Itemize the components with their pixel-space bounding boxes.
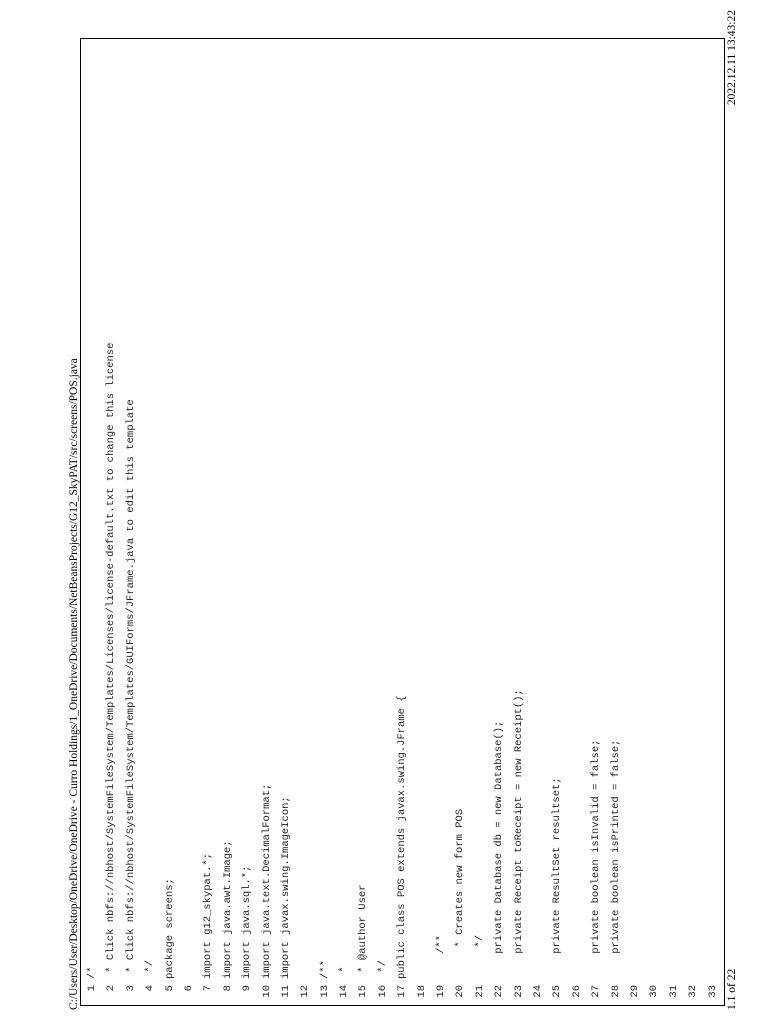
line-text: * <box>338 966 351 979</box>
code-line <box>83 343 102 1003</box>
code-line <box>451 343 470 1003</box>
line-text: private boolean isInvalid = false; <box>590 739 603 979</box>
line-number: 4 <box>144 985 157 992</box>
line-number: 8 <box>221 985 234 992</box>
code-line <box>490 343 509 1003</box>
line-text: * @author User <box>357 884 370 979</box>
line-number: 29 <box>628 985 641 998</box>
line-number: 33 <box>706 985 719 998</box>
code-listing <box>83 343 723 1003</box>
line-number: 10 <box>260 985 273 998</box>
line-text: */ <box>144 960 157 979</box>
line-text: private Database db = new Database(); <box>493 720 506 979</box>
line-text: import java.awt.Image; <box>221 840 234 979</box>
page-number: 1.1 of 22 <box>726 968 738 1010</box>
code-line <box>432 343 451 1003</box>
code-line <box>316 343 335 1003</box>
code-line <box>626 343 645 1003</box>
code-line <box>568 343 587 1003</box>
line-number: 24 <box>531 985 544 998</box>
code-line <box>413 343 432 1003</box>
line-text: /** <box>435 934 448 979</box>
line-text: /* <box>86 966 98 979</box>
line-number: 11 <box>279 985 292 998</box>
code-line <box>510 343 529 1003</box>
line-text: */ <box>473 934 486 979</box>
line-number: 14 <box>338 985 351 998</box>
line-number: 2 <box>105 985 118 992</box>
line-text: import java.sql.*; <box>241 865 254 979</box>
line-number: 16 <box>376 985 389 998</box>
line-number: 31 <box>667 985 680 998</box>
code-line <box>354 343 373 1003</box>
line-number: 22 <box>493 985 506 998</box>
line-number: 28 <box>609 985 622 998</box>
line-text: import g12_skypat.*; <box>202 852 215 979</box>
code-line <box>374 343 393 1003</box>
line-number: 26 <box>570 985 583 998</box>
code-line <box>548 343 567 1003</box>
code-line <box>704 343 723 1003</box>
line-text: public class POS extends javax.swing.JFrame { <box>396 695 409 979</box>
line-text: */ <box>376 960 389 979</box>
line-text: import javax.swing.ImageIcon; <box>279 796 292 979</box>
code-line <box>393 343 412 1003</box>
line-number: 20 <box>454 985 467 998</box>
code-line <box>161 343 180 1003</box>
line-number: 17 <box>396 985 409 998</box>
line-number: 5 <box>163 985 176 992</box>
line-number: 9 <box>241 985 254 992</box>
line-number: 23 <box>512 985 525 998</box>
line-number: 25 <box>551 985 564 998</box>
line-text: import java.text.DecimalFormat; <box>260 783 273 979</box>
line-text: * Click nbfs://nbhost/SystemFileSystem/Templates/Licenses/license-default.txt to change this license <box>105 342 118 979</box>
line-number: 15 <box>357 985 370 998</box>
code-line <box>258 343 277 1003</box>
code-line <box>141 343 160 1003</box>
code-line <box>219 343 238 1003</box>
code-line <box>277 343 296 1003</box>
code-line <box>102 343 121 1003</box>
line-number: 6 <box>182 985 195 992</box>
line-text: * Click nbfs://nbhost/SystemFileSystem/Templates/GUIForms/JFrame.java to edit this template <box>124 399 137 979</box>
line-number: 32 <box>687 985 700 998</box>
line-number: 27 <box>590 985 603 998</box>
line-number: 3 <box>124 985 137 992</box>
line-number: 21 <box>473 985 486 998</box>
line-number: 13 <box>318 985 331 998</box>
line-text: private boolean isPrinted = false; <box>609 739 622 979</box>
line-text: * Creates new form POS <box>454 808 467 979</box>
line-text: /** <box>318 960 331 979</box>
line-number: 7 <box>202 985 215 992</box>
code-line <box>587 343 606 1003</box>
line-number: 30 <box>648 985 661 998</box>
code-line <box>529 343 548 1003</box>
line-number: 12 <box>299 985 312 998</box>
line-text: private Receipt toReceipt = new Receipt(); <box>512 689 525 979</box>
code-line <box>471 343 490 1003</box>
line-text: private ResultSet resultset; <box>551 777 564 979</box>
code-line <box>645 343 664 1003</box>
line-number: 18 <box>415 985 428 998</box>
print-timestamp: 2022.12.11 13:43:22 <box>726 10 738 106</box>
code-line <box>665 343 684 1003</box>
code-line <box>607 343 626 1003</box>
file-path-header: C:/Users/User/Desktop/OneDrive/OneDrive - Curro Holdings/1_OneDrive/Documents/NetBeansProjects/G12_SkyPAT/src/screens/POS.java <box>68 358 80 1010</box>
line-number: 19 <box>435 985 448 998</box>
code-line <box>335 343 354 1003</box>
code-line <box>199 343 218 1003</box>
code-line <box>180 343 199 1003</box>
code-line <box>122 343 141 1003</box>
code-line <box>684 343 703 1003</box>
line-text: package screens; <box>163 878 176 979</box>
code-line <box>296 343 315 1003</box>
code-frame <box>80 38 725 1006</box>
code-line <box>238 343 257 1003</box>
line-number: 1 <box>86 985 98 992</box>
